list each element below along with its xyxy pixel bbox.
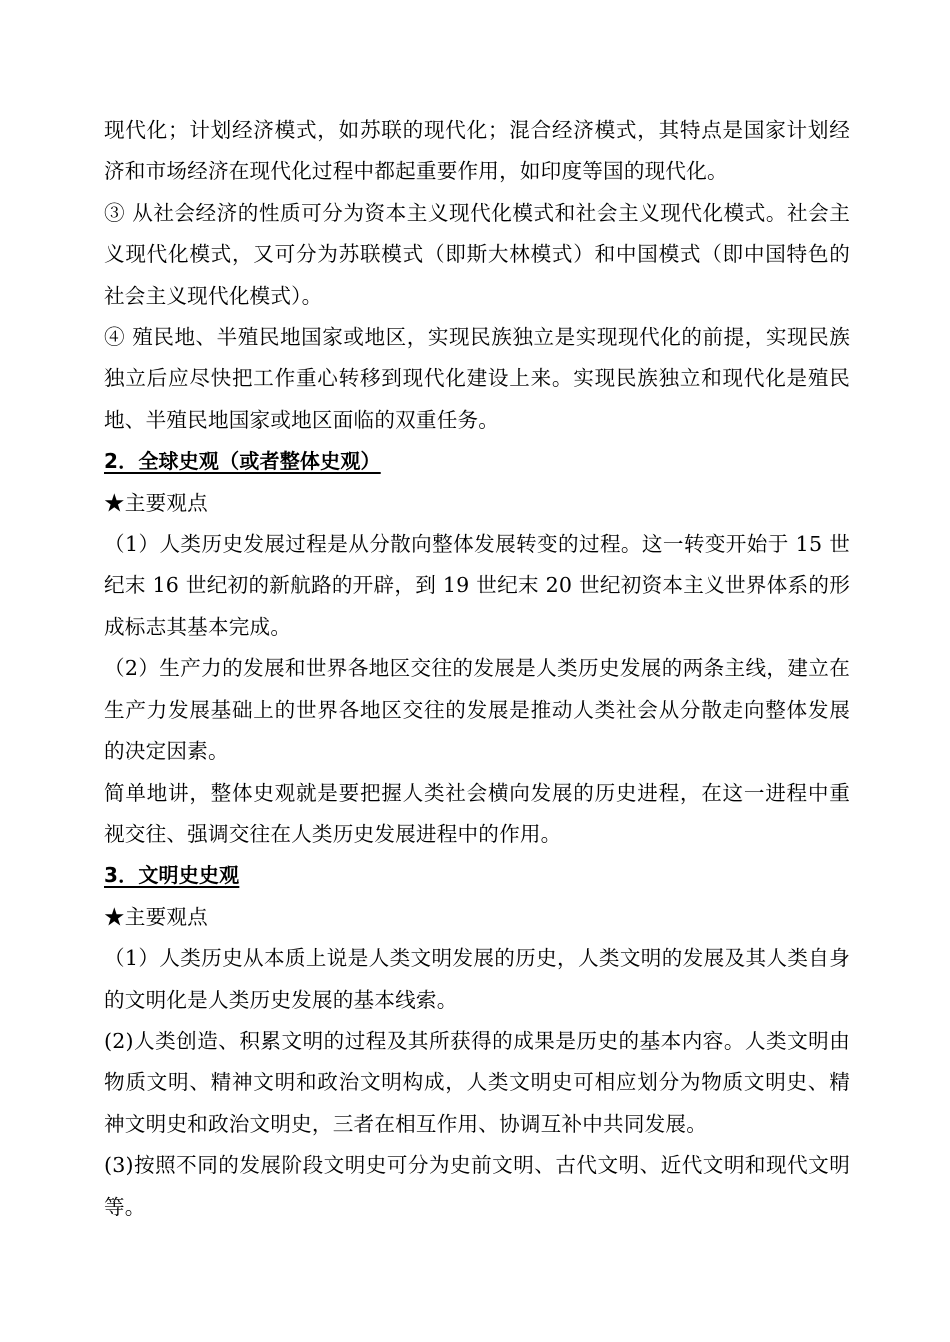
paragraph-civilization-2: (2)人类创造、积累文明的过程及其所获得的成果是历史的基本内容。人类文明由物质文明、精神文明和政治文明构成，人类文明史可相应划分为物质文明史、精神文明史和政治文明史，三者在相互作用、协调互补中共同发展。 [104,1028,850,1136]
paragraph-civilization-3: (3)按照不同的发展阶段文明史可分为史前文明、古代文明、近代文明和现代文明等。 [104,1153,850,1219]
main-points-label: ★主要观点 [104,904,208,929]
paragraph-global-1: （1）人类历史发展过程是从分散向整体发展转变的过程。这一转变开始于 15 世纪末 16 世纪初的新航路的开辟，到 19 世纪末 20 世纪初资本主义世界体系的形成标志其基本完成。 [104,532,850,639]
paragraph-global-summary: 简单地讲，整体史观就是要把握人类社会横向发展的历史进程，在这一进程中重视交往、强调交往在人类历史发展进程中的作用。 [104,780,850,846]
section-heading-civilization-history-text: 3．文明史史观 [104,863,240,888]
section-heading-global-history [104,441,850,482]
paragraph-civilization-1: （1）人类历史从本质上说是人类文明发展的历史，人类文明的发展及其人类自身的文明化是人类历史发展的基本线索。 [104,946,850,1012]
paragraph-economic-models: 现代化；计划经济模式，如苏联的现代化；混合经济模式，其特点是国家计划经济和市场经济在现代化过程中都起重要作用，如印度等国的现代化。 [104,118,850,184]
section-heading-global-history-text: 2．全球史观（或者整体史观） [104,449,381,474]
document-page [104,110,850,1228]
paragraph-point-4: ④ 殖民地、半殖民地国家或地区，实现民族独立是实现现代化的前提，实现民族独立后应尽快把工作重心转移到现代化建设上来。实现民族独立和现代化是殖民地、半殖民地国家或地区面临的双重任务。 [104,325,850,432]
paragraph-point-3: ③ 从社会经济的性质可分为资本主义现代化模式和社会主义现代化模式。社会主义现代化模式，又可分为苏联模式（即斯大林模式）和中国模式（即中国特色的社会主义现代化模式）。 [104,200,850,308]
main-points-label: ★主要观点 [104,490,208,515]
section-heading-civilization-history [104,855,850,896]
paragraph-global-2: （2）生产力的发展和世界各地区交往的发展是人类历史发展的两条主线，建立在生产力发展基础上的世界各地区交往的发展是推动人类社会从分散走向整体发展的决定因素。 [104,656,850,764]
